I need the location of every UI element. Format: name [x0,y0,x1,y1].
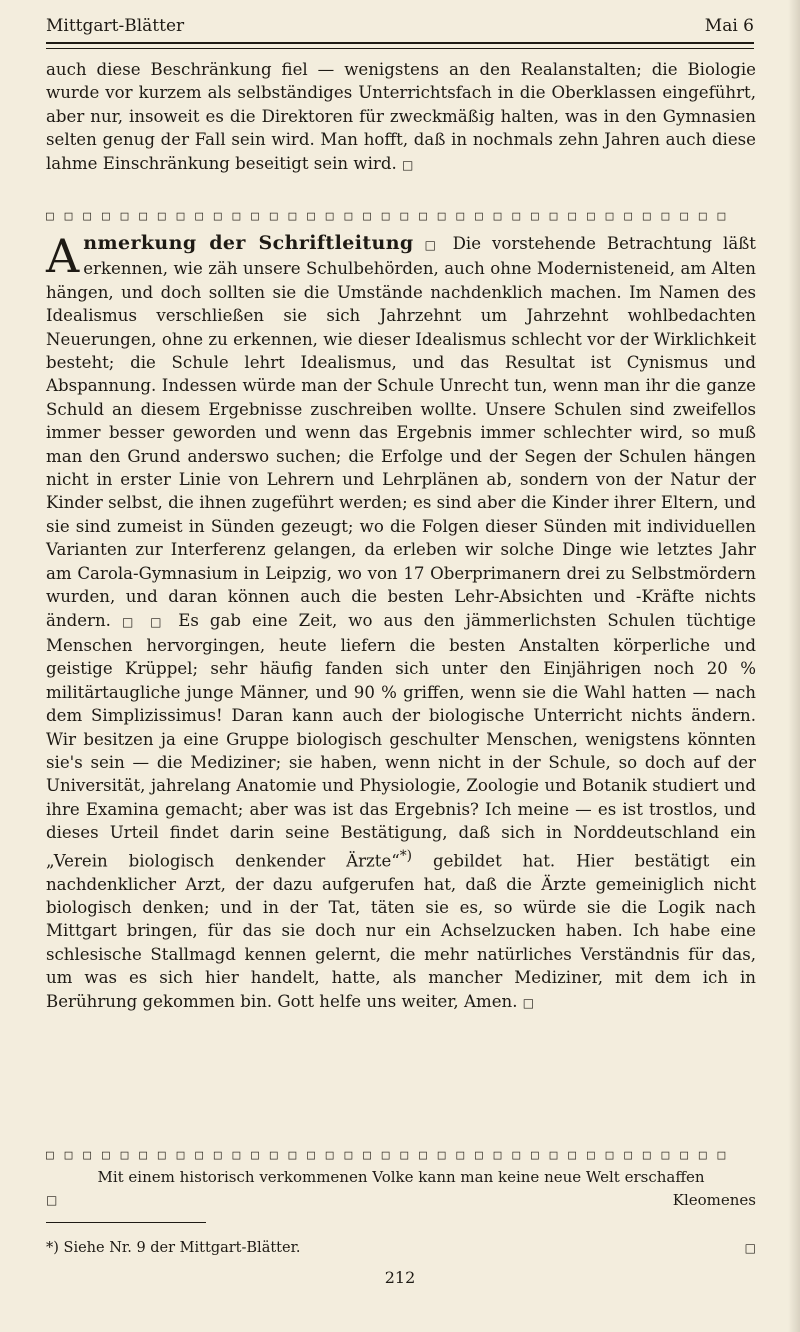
end-box-icon-2: □ [522,995,535,1010]
separator-row-2: □ □ □ □ □ □ □ □ □ □ □ □ □ □ □ □ □ □ □ □ □ □ □ □ □ □ □ □ □ □ □ □ □ □ □ □ □ [46,1148,727,1163]
quote-author: Kleomenes [672,1191,756,1209]
header-rule [46,42,754,49]
page-edge-shadow [788,0,800,1332]
quote-author-row [46,1190,756,1211]
drop-cap: A [46,229,80,283]
intro-text: auch diese Beschränkung fiel — wenigstens an den Realanstalten; die Biologie wurde vor kurzem als selbständiges Unterrichtsfach in die Oberklassen eingeführt, aber nur, insoweit es die Direktoren für zweckmäßig halten, was in den Gymnasien selten genug der Fall sein wird. Man hofft, daß in nochmals zehn Jahren auch diese lahme Einschränkung beseitigt sein wird. [46,60,756,173]
footnote-marker: *) [399,847,413,864]
page-number: 212 [384,1268,416,1287]
note-heading: nmerkung der Schriftleitung [83,232,414,254]
separator-row: □ □ □ □ □ □ □ □ □ □ □ □ □ □ □ □ □ □ □ □ □ □ □ □ □ □ □ □ □ □ □ □ □ □ □ □ □ [46,209,727,224]
journal-title: Mittgart-Blätter [46,16,185,36]
quote-box-icon: □ [46,1193,58,1207]
note-text-2: Es gab eine Zeit, wo aus den jämmerlichsten Schulen tüchtige Menschen hervorgingen, heute liefern die besten Anstalten körperliche und geistige Krüppel; sehr häufig fanden sich unter den Einjährigen noch 20 % militärtaugliche junge Männer, und 90 % griffen, wenn sie die Wahl hatten — nach dem Simplizissimus! Daran kann auch der biologische Unterricht nichts ändern. Wir besitzen ja eine Gruppe biologisch geschulter Menschen, wenigstens könnten sie's sein — die Mediziner; sie haben, wenn nicht in der Schule, so doch auf der Universität, jahrelang Anatomie und Physiologie, Zoologie und Botanik studiert und ihre Examina gemacht; aber was ist das Ergebnis? Ich meine — es ist trostlos, und dieses Urteil findet darin seine Bestätigung, daß sich in Norddeutschland ein „Verein biologisch denkender Ärzte“ [46,610,756,871]
heading-box-icon: □ [424,238,442,252]
running-header [46,10,754,40]
footnote-box-icon: □ [744,1241,756,1255]
paragraph-box-icon: □ [121,614,140,629]
footnote [46,1238,756,1258]
editorial-note [46,229,756,1015]
note-text-3: gebildet hat. Hier bestätigt ein nachdenklicher Arzt, der dazu aufgerufen hat, daß die Ärzte gemeiniglich nicht biologisch denken; und in der Tat, täten sie es, so würde sie die Logik nach Mittgart bringen, für das sie doch nur ein Achselzucken haben. Ich habe eine schlesische Stallmagd kennen gelernt, die mehr natürliches Verständnis für das, um was es sich hier handelt, hatte, als mancher Mediziner, mit dem ich in Berührung gekommen bin. Gott helfe uns weiter, Amen. [46,851,756,1011]
quote-line: Mit einem historisch verkommenen Volke kann man keine neue Welt erschaffen [97,1168,705,1186]
issue-label: Mai 6 [704,16,754,36]
paragraph-box-icon-2: □ [150,614,168,629]
end-box-icon: □ [402,157,414,172]
footnote-rule [46,1222,206,1223]
note-text-1: Die vorstehende Betrachtung läßt erkennen, wie zäh unsere Schulbehörden, auch ohne Modernisteneid, am Alten hängen, und doch sollten sie die Umstände nachdenklich machen. Im Namen des Idealismus verschließen sie sich Jahrzehnt um Jahrzehnt wohlbedachten Neuerungen, ohne zu erkennen, wie dieser Idealismus schlecht vor der Wirklichkeit besteht; die Schule lehrt Idealismus, und das Resultat ist Cynismus und Abspannung. Indessen würde man der Schule Unrecht tun, wenn man ihr die ganze Schuld an diesem Ergebnisse zuschreiben wollte. Unsere Schulen sind zweifellos immer besser geworden und wenn das Ergebnis immer schlechter wird, so muß man den Grund anderswo suchen; die Erfolge und der Segen der Schulen hängen nicht in erster Linie von Lehrern und Lehrplänen ab, sondern von der Natur der Kinder selbst, die ihnen zugeführt werden; es sind aber die Kinder ihrer Eltern, und sie sind zumeist in Sünden gezeugt; wo die Folgen dieser Sünden mit individuellen Varianten zur Interferenz gelangen, da erleben wir solche Dinge wie letztes Jahr am Carola-Gymnasium in Leipzig, wo von 17 Oberprimanern drei zu Selbstmördern wurden, und daran können auch die besten Lehr-Absichten und -Kräfte nichts ändern. [46,234,756,630]
footnote-text: *) Siehe Nr. 9 der Mittgart-Blätter. [46,1240,301,1256]
intro-paragraph [46,58,756,177]
